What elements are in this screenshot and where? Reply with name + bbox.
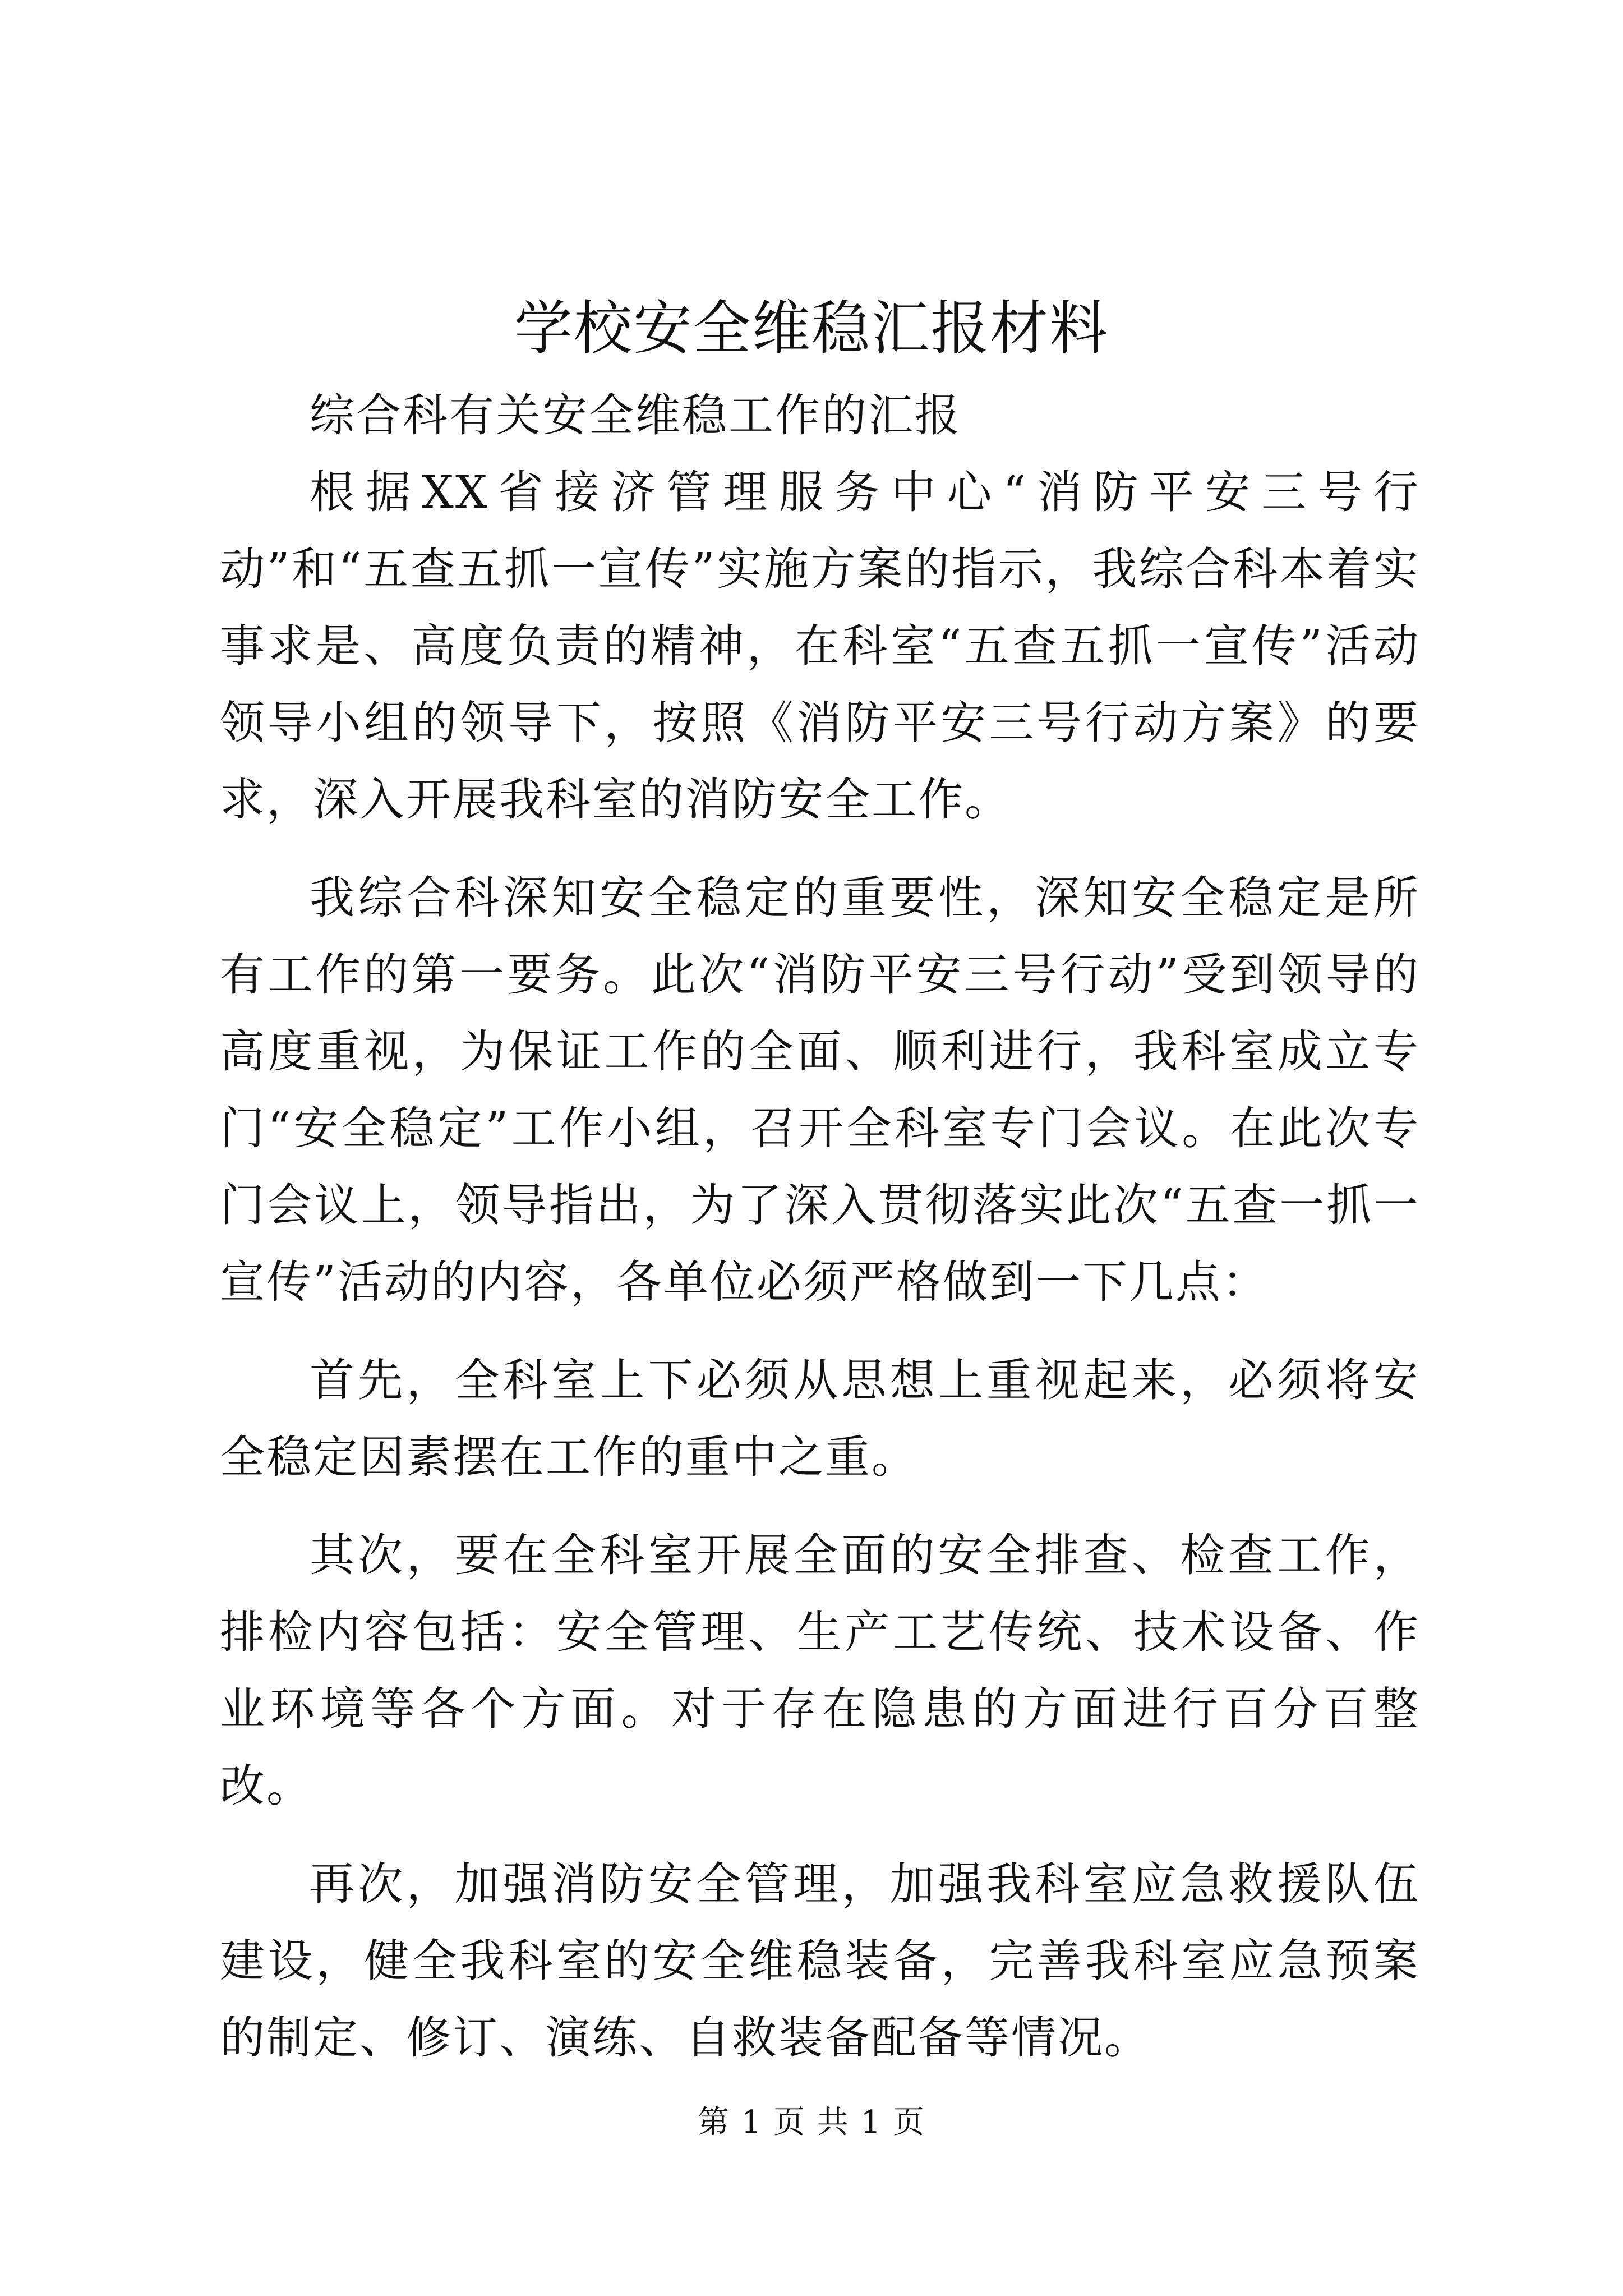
document-title: 学校安全维稳汇报材料 bbox=[514, 294, 1109, 362]
subtitle-paragraph: 综合科有关安全维稳工作的汇报 bbox=[310, 389, 961, 441]
body-paragraph: 再次，加强消防安全管理，加强我科室应急救援队伍建设，健全我科室的安全维稳装备，完善我科室应急预案的制定、修订、演练、自救装备配备等情况。 bbox=[220, 1858, 1420, 2064]
body-paragraph: 我综合科深知安全稳定的重要性，深知安全稳定是所有工作的第一要务。此次“消防平安三号行动”受到领导的高度重视，为保证工作的全面、顺利进行，我科室成立专门“安全稳定”工作小组，召开全科室专门会议。在此次专门会议上，领导指出，为了深入贯彻落实此次“五查一抓一宣传”活动的内容，各单位必须严格做到一下几点： bbox=[220, 872, 1420, 1308]
page-footer: 第 1 页 共 1 页 bbox=[697, 2104, 926, 2141]
body-paragraph: 其次，要在全科室开展全面的安全排查、检查工作，排检内容包括：安全管理、生产工艺传统、技术设备、作业环境等各个方面。对于存在隐患的方面进行百分百整改。 bbox=[220, 1529, 1420, 1812]
body-paragraph: 首先，全科室上下必须从思想上重视起来，必须将安全稳定因素摆在工作的重中之重。 bbox=[220, 1354, 1420, 1483]
document-body bbox=[220, 377, 1420, 2097]
body-paragraph: 根据XX省接济管理服务中心“消防平安三号行动”和“五查五抓一宣传”实施方案的指示，我综合科本着实事求是、高度负责的精神，在科室“五查五抓一宣传”活动领导小组的领导下，按照《消防平安三号行动方案》的要求，深入开展我科室的消防安全工作。 bbox=[220, 466, 1420, 826]
